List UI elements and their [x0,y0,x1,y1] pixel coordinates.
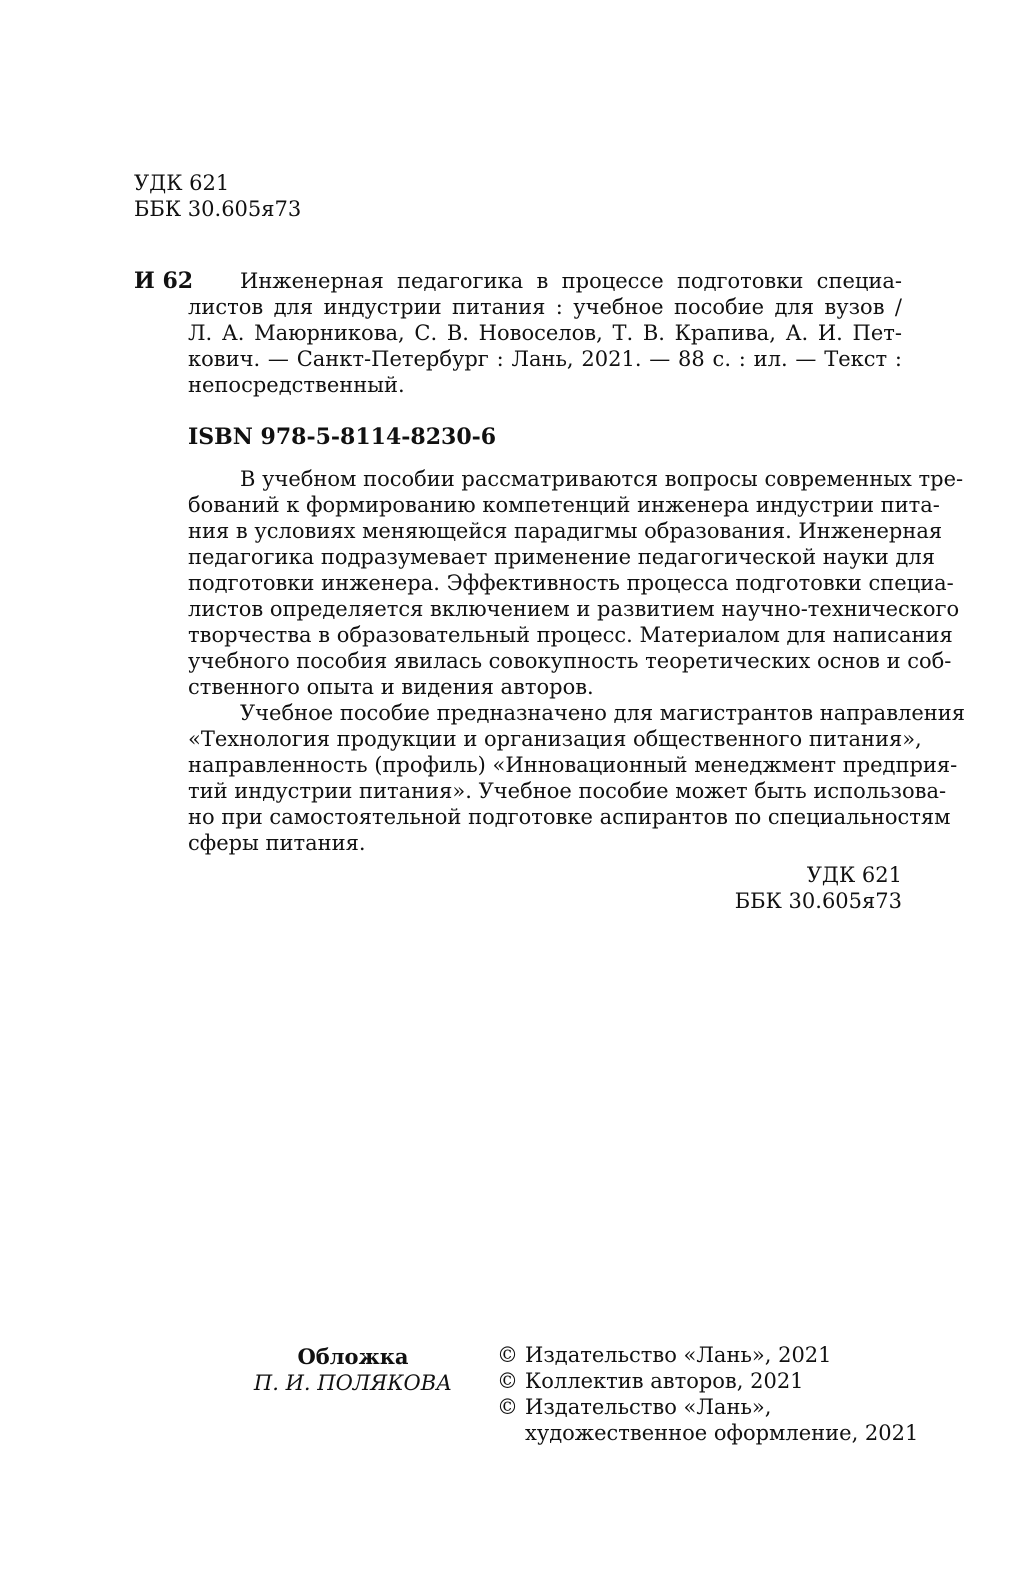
abstract-line: Учебное пособие предназначено для магистрантов направления [240,701,966,725]
copyright-icon: © [497,1369,518,1393]
abstract-line: подготовки инженера. Эффективность процесса подготовки специа- [188,571,954,595]
abstract-line: листов определяется включением и развитием научно-технического [188,597,960,621]
abstract-line: сферы питания. [188,831,366,855]
abstract-line: направленность (профиль) «Инновационный менеджмент предприя- [188,753,958,777]
copyright-icon: © [497,1343,518,1367]
abstract-line: бований к формированию компетенций инженера индустрии пита- [188,493,940,517]
bbk-code-bottom: ББК 30.605я73 [734,889,902,913]
cover-credit [248,1344,458,1396]
udk-code: УДК 621 [134,171,230,195]
abstract-line: педагогика подразумевает применение педагогической науки для [188,545,935,569]
abstract-line: творчества в образовательный процесс. Материалом для написания [188,623,953,647]
bib-line: Л. А. Маюрникова, С. В. Новоселов, Т. В. Крапива, А. И. Пет- [188,321,902,345]
bib-line: листов для индустрии питания : учебное пособие для вузов / [188,295,902,319]
copyright-line [497,1368,917,1394]
copyright-line [497,1394,917,1420]
copyright-block [497,1342,917,1446]
udk-code-bottom: УДК 621 [806,863,902,887]
abstract-line: ственного опыта и видения авторов. [188,675,594,699]
abstract-line: ния в условиях меняющейся парадигмы образования. Инженерная [188,519,943,543]
classification-top [134,170,301,222]
copyright-line-continuation [497,1420,917,1446]
abstract-line: но при самостоятельной подготовке аспирантов по специальностям [188,805,951,829]
copyright-text: Издательство «Лань», [525,1395,772,1419]
copyright-text: Издательство «Лань», 2021 [525,1343,832,1367]
copyright-line [497,1342,917,1368]
copyright-text: художественное оформление, 2021 [525,1421,919,1445]
bbk-code: ББК 30.605я73 [134,197,302,221]
abstract [188,466,966,856]
copyright-icon: © [497,1395,518,1419]
classification-bottom [600,862,902,914]
bibliographic-description [188,268,902,398]
abstract-line: «Технология продукции и организация общественного питания», [188,727,922,751]
copyright-text: Коллектив авторов, 2021 [525,1369,804,1393]
isbn: ISBN 978-5-8114-8230-6 [188,424,497,450]
bib-line: кович. — Санкт-Петербург : Лань, 2021. — 88 с. : ил. — Текст : [188,347,902,371]
bib-line: непосредственный. [188,373,405,397]
abstract-line: В учебном пособии рассматриваются вопросы современных тре- [240,467,964,491]
cover-title: Обложка [297,1344,409,1369]
abstract-line: учебного пособия явилась совокупность теоретических основ и соб- [188,649,952,673]
abstract-line: тий индустрии питания». Учебное пособие может быть использова- [188,779,947,803]
cover-designer: П. И. ПОЛЯКОВА [253,1371,453,1395]
bib-line: Инженерная педагогика в процессе подготовки специа- [240,269,902,293]
author-code: И 62 [134,268,194,294]
